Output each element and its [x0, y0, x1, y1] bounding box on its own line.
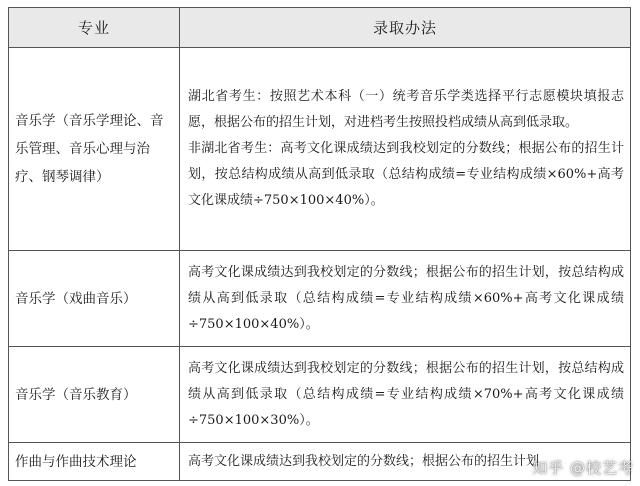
header-method: 录取办法	[180, 8, 631, 48]
method-paragraph: 高考文化课成绩达到我校划定的分数线；根据公布的招生计划	[188, 453, 540, 469]
watermark: 知乎 @校艺考	[532, 459, 634, 477]
admission-table	[8, 7, 631, 481]
method-cell	[180, 48, 631, 251]
method-paragraph: 非湖北省考生：高考文化课成绩达到我校划定的分数线；根据公布的招生计划，按总结构成绩从高到低录取（总结构成绩=专业结构成绩×60%+高考文化课成绩÷750×100×40%）。	[188, 141, 624, 208]
major-cell: 音乐学（戏曲音乐）	[9, 251, 180, 347]
table-header-row	[9, 8, 631, 48]
method-paragraph: 高考文化课成绩达到我校划定的分数线；根据公布的招生计划，按总结构成绩从高到低录取（总结构成绩=专业结构成绩×70%+高考文化课成绩÷750×100×30%）。	[188, 360, 624, 428]
method-paragraph: 湖北省考生：按照艺术本科（一）统考音乐学类选择平行志愿模块填报志愿，根据公布的招生计划，对进档考生按照投档成绩从高到低录取。	[188, 89, 624, 130]
major-cell: 音乐学（音乐教育）	[9, 347, 180, 443]
table-row	[9, 347, 631, 443]
method-cell	[180, 251, 631, 347]
method-cell	[180, 347, 631, 443]
major-cell: 作曲与作曲技术理论	[9, 443, 180, 481]
table-row	[9, 48, 631, 251]
major-cell: 音乐学（音乐学理论、音乐管理、音乐心理与治疗、钢琴调律）	[9, 48, 180, 251]
table-row	[9, 251, 631, 347]
method-paragraph: 高考文化课成绩达到我校划定的分数线；根据公布的招生计划，按总结构成绩从高到低录取（总结构成绩=专业结构成绩×60%+高考文化课成绩÷750×100×40%）。	[188, 264, 624, 332]
header-major: 专业	[9, 8, 180, 48]
